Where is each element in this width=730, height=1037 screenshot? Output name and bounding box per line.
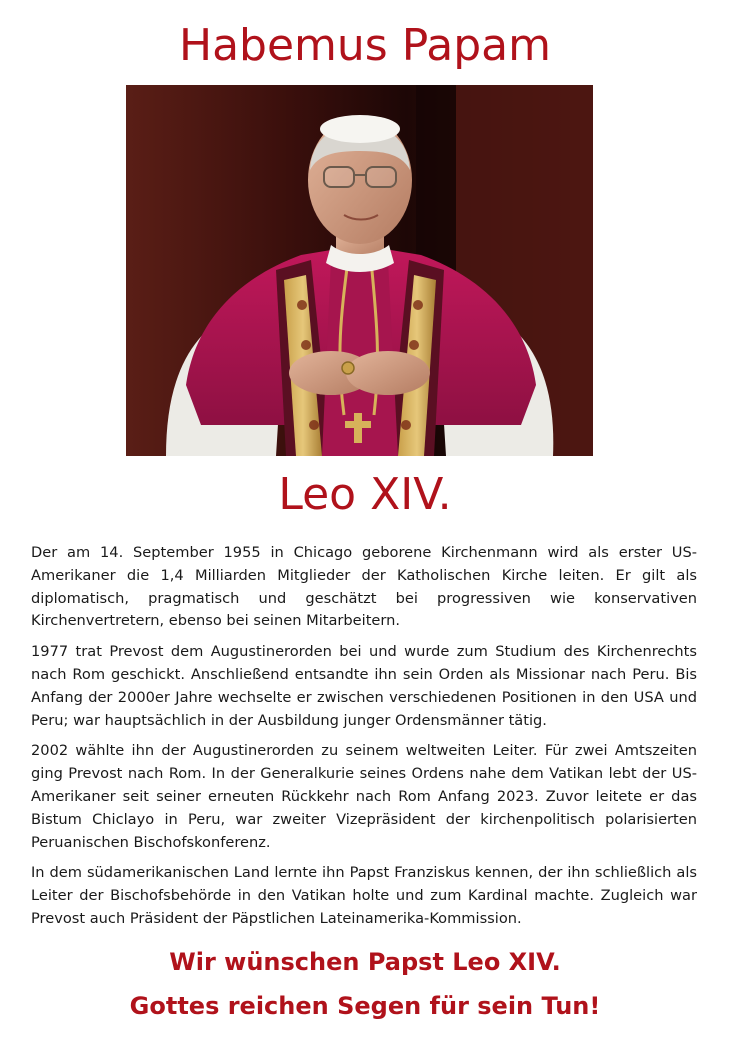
article-paragraph: 1977 trat Prevost dem Augustinerorden bei und wurde zum Studium des Kirchenrechts nach Rom geschickt. Anschließend entsandte ihn sein Orden als Missionar nach Peru. Bis Anfang der 2000er Jahre wechselte er zwischen verschiedenen Positionen in den USA und Peru; war hauptsächlich in der Ausbildung junger Ordensmänner tätig.	[31, 643, 697, 729]
article-paragraph: Der am 14. September 1955 in Chicago geborene Kirchenmann wird als erster US-Amerikaner die 1,4 Milliarden Mitglieder der Katholischen Kirche leiten. Er gilt als diplomatisch, pragmatisch und geschätzt bei progressiven wie konservativen Kirchenvertretern, ebenso bei seinen Mitarbeitern.	[31, 544, 697, 630]
article-paragraph: 2002 wählte ihn der Augustinerorden zu seinem weltweiten Leiter. Für zwei Amtszeiten ging Prevost nach Rom. In der Generalkurie seines Ordens nahe dem Vatikan lebt der US-Amerikaner seit seiner erneuten Rückkehr nach Rom Anfang 2023. Zuvor leitete er das Bistum Chiclayo in Peru, war zweiter Vizepräsident der kirchenpolitisch polarisierten Peruanischen Bischofskonferenz.	[31, 742, 697, 851]
article-paragraph: In dem südamerikanischen Land lernte ihn Papst Franziskus kennen, der ihn schließlich als Leiter der Bischofsbehörde in den Vatikan holte und zum Kardinal machte. Zugleich war Prevost auch Präsident der Päpstlichen Lateinamerika-Kommission.	[31, 864, 697, 927]
page-title: Habemus Papam	[179, 20, 551, 71]
article-body	[31, 542, 697, 939]
right-hand	[346, 351, 430, 395]
pope-portrait-photo	[126, 85, 593, 456]
closing-line-1: Wir wünschen Papst Leo XIV.	[169, 948, 561, 976]
closing-line-2: Gottes reichen Segen für sein Tun!	[129, 992, 601, 1020]
white-zucchetto	[320, 115, 400, 143]
pope-name: Leo XIV.	[278, 469, 452, 520]
ring-icon	[342, 362, 354, 374]
portrait-illustration	[126, 85, 593, 456]
